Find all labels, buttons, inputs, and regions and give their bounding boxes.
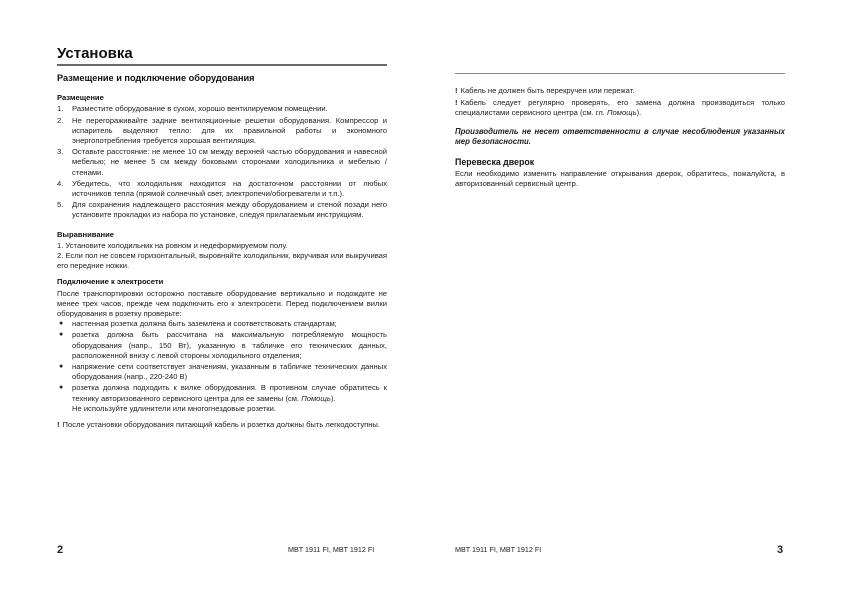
placement-item: 1. Разместите оборудование в сухом, хорошо вентилируемом помещении. bbox=[57, 104, 328, 114]
checklist-item: ● напряжение сети соответствует значениям, указанным в табличке технических данных оборудования (напр., 220-240 В) bbox=[59, 362, 387, 382]
leveling-step-2: 2. Если пол не совсем горизонтальный, выровняйте холодильник, вкручивая или выкручивая его передние ножки. bbox=[57, 251, 387, 271]
door-reversal-text: Если необходимо изменить направление открывания дверок, обратитесь, пожалуйста, в авторизованный сервисный центр. bbox=[455, 169, 785, 189]
leveling-heading: Выравнивание bbox=[57, 229, 115, 239]
section-heading-placement-connection: Размещение и подключение оборудования bbox=[57, 73, 255, 83]
bullet-icon: ● bbox=[59, 384, 64, 392]
left-page-column bbox=[57, 73, 387, 432]
warning-icon: ! bbox=[455, 98, 458, 108]
checklist-item: ● розетка должна подходить к вилке оборудования. В противном случае обратитесь к технику авторизованного сервисного центра для ее замены (см. Помощь). Не используйте удлинители или многогнездовые розетки. bbox=[59, 383, 387, 413]
checklist-item: ● розетка должна быть рассчитана на максимальную потребляемую мощность оборудования (напр., 150 Вт), указанную в табличке его технических данных, расположенной внизу с левой стороны холодильного отделения; bbox=[59, 330, 387, 360]
right-page-column bbox=[455, 73, 785, 190]
warning-icon: ! bbox=[57, 420, 60, 430]
cable-check-warning: ! Кабель следует регулярно проверять, его замена должна производиться только специалистами сервисного центра (см. гл. Помощь). bbox=[455, 98, 785, 118]
leveling-step-1: 1. Установите холодильник на ровном и недеформируемом полу. bbox=[57, 240, 288, 250]
title-rule bbox=[57, 64, 387, 66]
electric-connection-heading: Подключение к электросети bbox=[57, 277, 164, 287]
no-extension-note: Не используйте удлинители или многогнездовые розетки. bbox=[72, 403, 276, 413]
electric-intro: После транспортировки осторожно поставьте оборудование вертикально и подождите не менее трех часов, прежде чем подключить его к электросети. Перед подключением вилки оборудования в розетку проверьте: bbox=[57, 288, 387, 319]
page-number-left: 2 bbox=[57, 544, 64, 556]
right-top-rule bbox=[455, 73, 785, 76]
help-reference: Помощь bbox=[607, 108, 637, 118]
warning-icon: ! bbox=[455, 86, 458, 95]
placement-heading: Размещение bbox=[57, 93, 104, 103]
bullet-icon: ● bbox=[59, 331, 64, 339]
cable-twist-warning: ! Кабель не должен быть перекручен или пережат. bbox=[455, 86, 635, 95]
door-reversal-heading: Перевеска дверок bbox=[455, 157, 535, 168]
bullet-icon: ● bbox=[59, 363, 64, 371]
footer-model-right: MBT 1911 FI, MBT 1912 FI bbox=[455, 545, 542, 554]
placement-item: 4. Убедитесь, что холодильник находится на достаточном расстоянии от любых источников тепла (прямой солнечный свет, электропечи/обогреватели и т.п.). bbox=[57, 178, 387, 199]
electric-checklist bbox=[57, 319, 387, 414]
page-number-right: 3 bbox=[777, 544, 784, 556]
footer-model-left: MBT 1911 FI, MBT 1912 FI bbox=[288, 545, 375, 554]
placement-item: 5. Для сохранения надлежащего расстояния между оборудованием и стеной позади него установите прокладки из набора по установке, следуя прилагаемым инструкциям. bbox=[57, 200, 387, 220]
placement-item: 2. Не перегораживайте задние вентиляционные решетки оборудования. Компрессор и испаритель выделяют тепло: для их правильной работы и экономного энергопотребления требуется хорошая вентиляция. bbox=[57, 115, 387, 146]
placement-item: 3. Оставьте расстояние: не менее 10 см между верхней частью оборудования и навесной мебелью; не менее 5 см между боковыми сторонами холодильника и мебелью / стенами. bbox=[57, 147, 387, 177]
cable-access-warning: ! После установки оборудования питающий кабель и розетка должны быть легкодоступны. bbox=[57, 420, 380, 430]
placement-list bbox=[57, 104, 387, 220]
checklist-item: ● настенная розетка должна быть заземлена и соответствовать стандартам; bbox=[59, 319, 337, 329]
help-reference: Помощь bbox=[301, 393, 331, 403]
bullet-icon: ● bbox=[59, 320, 64, 328]
page-title: Установка bbox=[57, 45, 133, 62]
manufacturer-disclaimer: Производитель не несет ответственности в случае несоблюдения указанных мер безопасности. bbox=[455, 126, 785, 146]
